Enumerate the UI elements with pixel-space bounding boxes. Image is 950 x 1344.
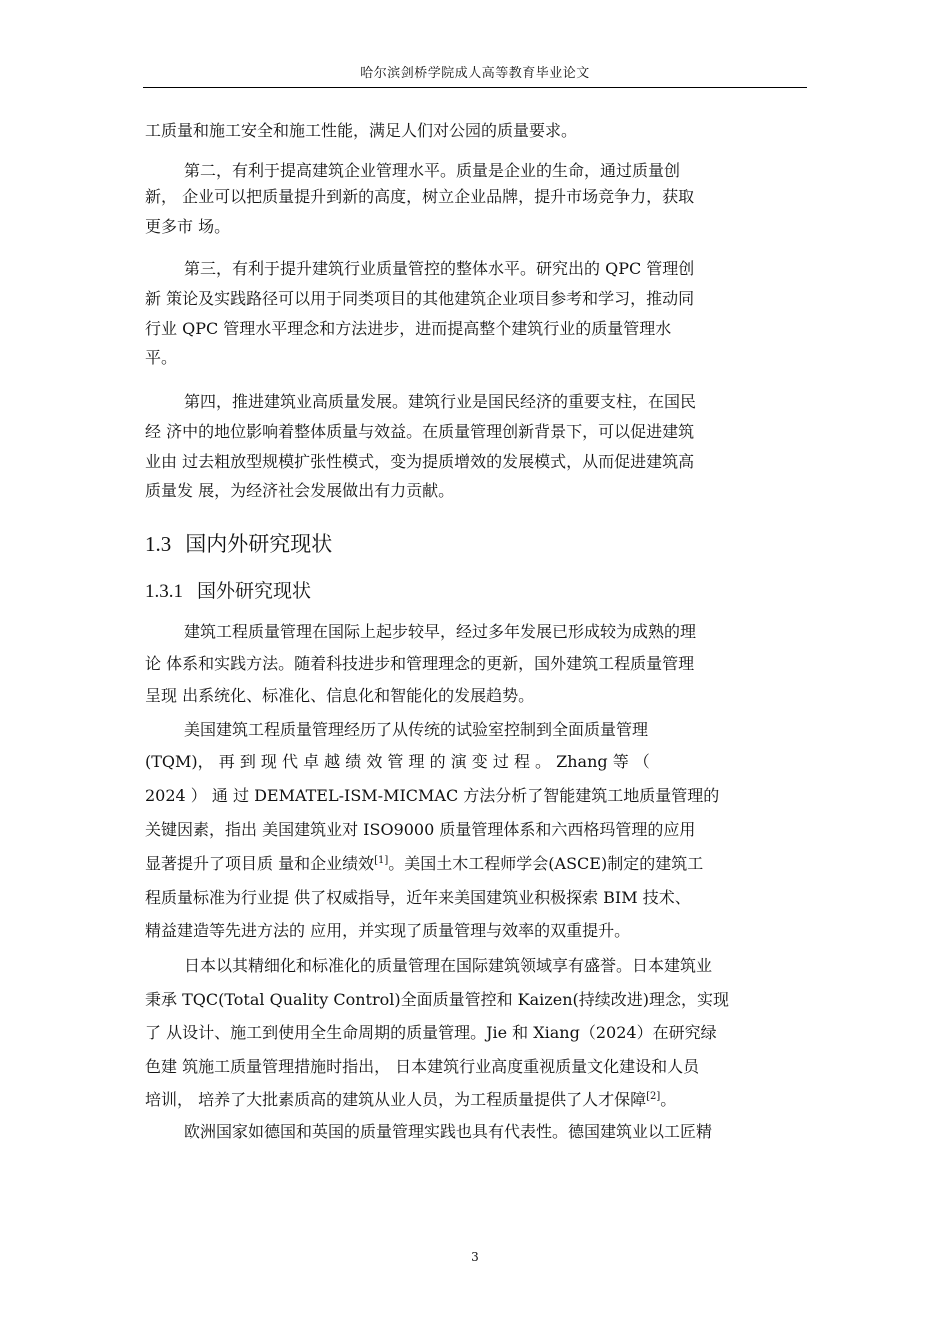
section-number: 1.3 — [145, 532, 172, 556]
text-line: 新， 企业可以把质量提升到新的高度，树立企业品牌，提升市场竞争力，获取 — [145, 187, 695, 206]
text-line: 第二，有利于提高建筑企业管理水平。质量是企业的生命，通过质量创 — [184, 161, 681, 180]
text-line: 关键因素，指出 美国建筑业对 ISO9000 质量管理体系和六西格玛管理的应用 — [145, 820, 696, 839]
text-line: 质量发 展，为经济社会发展做出有力贡献。 — [145, 481, 455, 500]
text-span: 。美国土木工程师学会(ASCE)制定的建筑工 — [388, 854, 704, 873]
text-line — [145, 1089, 676, 1111]
text-line — [145, 853, 703, 875]
running-header: 哈尔滨剑桥学院成人高等教育毕业论文 — [360, 66, 590, 81]
page-number: 3 — [471, 1250, 479, 1264]
text-line: (TQM)， 再 到 现 代 卓 越 绩 效 管 理 的 演 变 过 程 。 Zhang 等 （ — [145, 752, 650, 771]
text-line: 精益建造等先进方法的 应用，并实现了质量管理与效率的双重提升。 — [145, 921, 631, 940]
text-span: 显著提升了项目质 量和企业绩效 — [145, 854, 375, 873]
text-line: 建筑工程质量管理在国际上起步较早，经过多年发展已形成较为成熟的理 — [184, 622, 697, 641]
text-line: 第四，推进建筑业高质量发展。建筑行业是国民经济的重要支柱，在国民 — [184, 392, 697, 411]
text-line: 秉承 TQC(Total Quality Control)全面质量管控和 Kaizen(持续改进)理念，实现 — [145, 990, 729, 1009]
text-line: 第三，有利于提升建筑行业质量管控的整体水平。研究出的 QPC 管理创 — [184, 259, 695, 278]
text-line: 经 济中的地位影响着整体质量与效益。在质量管理创新背景下，可以促进建筑 — [145, 422, 695, 441]
citation-1[interactable]: [1] — [374, 855, 389, 866]
text-line: 色建 筑施工质量管理措施时指出， 日本建筑行业高度重视质量文化建设和人员 — [145, 1057, 700, 1076]
text-line: 平。 — [145, 348, 178, 367]
text-line: 更多市 场。 — [145, 217, 231, 236]
subsection-heading — [145, 576, 311, 603]
text-line: 呈现 出系统化、标准化、信息化和智能化的发展趋势。 — [145, 686, 535, 705]
subsection-title: 国外研究现状 — [197, 580, 312, 602]
text-line: 工质量和施工安全和施工性能，满足人们对公园的质量要求。 — [145, 121, 578, 140]
text-line: 行业 QPC 管理水平理念和方法进步，进而提高整个建筑行业的质量管理水 — [145, 319, 672, 338]
text-line: 业由 过去粗放型规模扩张性模式，变为提质增效的发展模式，从而促进建筑高 — [145, 452, 695, 471]
text-line: 论 体系和实践方法。随着科技进步和管理理念的更新，国外建筑工程质量管理 — [145, 654, 695, 673]
subsection-number: 1.3.1 — [145, 581, 183, 602]
section-title: 国内外研究现状 — [185, 532, 333, 556]
section-heading — [145, 528, 332, 558]
text-span: 培训， 培养了大批素质高的建筑从业人员，为工程质量提供了人才保障 — [145, 1090, 647, 1109]
text-span: 。 — [660, 1090, 677, 1109]
text-line: 程质量标准为行业提 供了权威指导，近年来美国建筑业积极探索 BIM 技术、 — [145, 888, 691, 907]
text-line: 美国建筑工程质量管理经历了从传统的试验室控制到全面质量管理 — [184, 720, 649, 739]
text-line: 欧洲国家如德国和英国的质量管理实践也具有代表性。德国建筑业以工匠精 — [184, 1122, 713, 1141]
header-rule — [143, 87, 807, 88]
citation-2[interactable]: [2] — [646, 1091, 661, 1102]
text-line: 2024 ） 通 过 DEMATEL-ISM-MICMAC 方法分析了智能建筑工地质量管理的 — [145, 786, 720, 805]
text-line: 新 策论及实践路径可以用于同类项目的其他建筑企业项目参考和学习，推动同 — [145, 289, 695, 308]
text-line: 了 从设计、施工到使用全生命周期的质量管理。Jie 和 Xiang（2024）在研究绿 — [145, 1023, 717, 1042]
text-line: 日本以其精细化和标准化的质量管理在国际建筑领域享有盛誉。日本建筑业 — [184, 956, 713, 975]
